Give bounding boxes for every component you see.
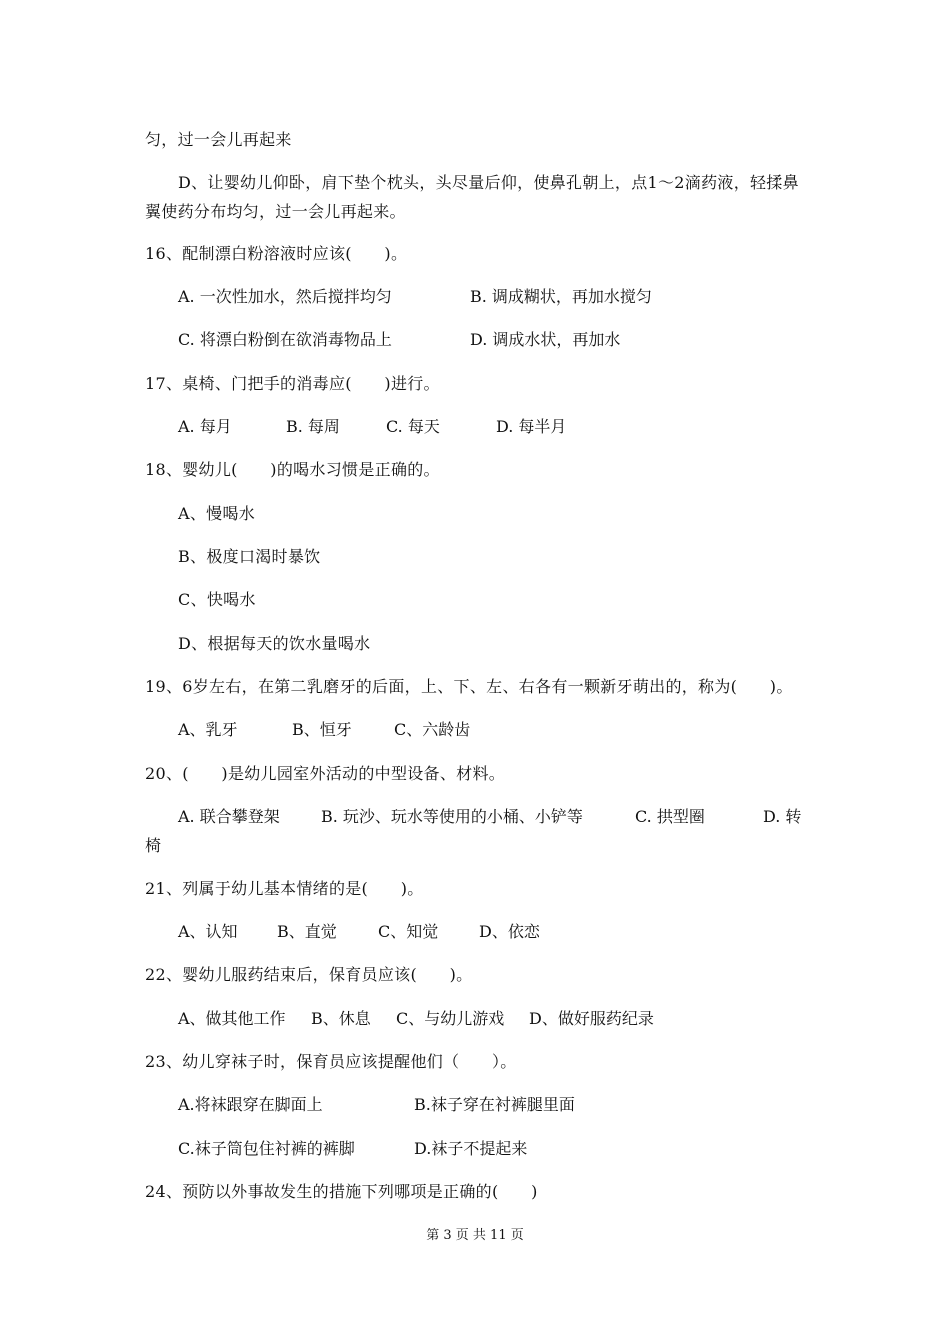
option-d-continuation: 椅 [145, 836, 162, 855]
question-21: 21、列属于幼儿基本情绪的是( )。 [145, 879, 424, 898]
option-c: C. 将漂白粉倒在欲消毒物品上 [178, 330, 392, 349]
option-a: A. 每月 [178, 417, 232, 436]
option-d: D、让婴幼儿仰卧，肩下垫个枕头，头尽量后仰，使鼻孔朝上，点1～2滴药液，轻揉鼻 [178, 173, 799, 192]
page-footer [0, 1227, 950, 1245]
option-d: D. 转 [763, 807, 802, 826]
option-b: B、极度口渴时暴饮 [178, 547, 321, 566]
option-a: A、做其他工作 [178, 1009, 286, 1028]
option-a: A.将袜跟穿在脚面上 [178, 1095, 323, 1114]
option-c: C、与幼儿游戏 [396, 1009, 505, 1028]
option-a: A. 联合攀登架 [178, 807, 280, 826]
option-d: D. 每半月 [496, 417, 567, 436]
option-b: B、恒牙 [292, 720, 352, 739]
option-c: C. 拱型圈 [635, 807, 705, 826]
question-16: 16、配制漂白粉溶液时应该( )。 [145, 244, 408, 263]
option-c: C、知觉 [378, 922, 439, 941]
option-d: D.袜子不提起来 [414, 1139, 528, 1158]
option-c: C. 每天 [386, 417, 440, 436]
option-b: B.袜子穿在衬裤腿里面 [414, 1095, 575, 1114]
option-b: B. 每周 [286, 417, 340, 436]
question-17: 17、桌椅、门把手的消毒应( )进行。 [145, 374, 440, 393]
question-20: 20、( )是幼儿园室外活动的中型设备、材料。 [145, 764, 506, 783]
question-23: 23、幼儿穿袜子时，保育员应该提醒他们（ ）。 [145, 1052, 517, 1071]
option-a: A、乳牙 [178, 720, 238, 739]
option-a: A. 一次性加水，然后搅拌均匀 [178, 287, 392, 306]
option-c: C.袜子筒包住衬裤的裤脚 [178, 1139, 355, 1158]
text-line: 匀，过一会儿再起来 [145, 130, 292, 149]
option-a: A、慢喝水 [178, 504, 256, 523]
option-c: C、快喝水 [178, 590, 256, 609]
option-d: D. 调成水状，再加水 [470, 330, 621, 349]
option-d: D、依恋 [479, 922, 540, 941]
question-24: 24、预防以外事故发生的措施下列哪项是正确的( ) [145, 1182, 538, 1201]
option-d: D、做好服药纪录 [529, 1009, 654, 1028]
option-d: D、根据每天的饮水量喝水 [178, 634, 371, 653]
question-22: 22、婴幼儿服药结束后，保育员应该( )。 [145, 965, 473, 984]
question-19: 19、6岁左右，在第二乳磨牙的后面，上、下、左、右各有一颗新牙萌出的，称为( )。 [145, 677, 793, 696]
text-line: 翼使药分布均匀，过一会儿再起来。 [145, 202, 406, 221]
option-a: A、认知 [178, 922, 238, 941]
option-b: B. 调成糊状，再加水搅匀 [470, 287, 652, 306]
option-b: B、休息 [311, 1009, 371, 1028]
option-c: C、六龄齿 [394, 720, 471, 739]
option-b: B. 玩沙、玩水等使用的小桶、小铲等 [321, 807, 583, 826]
question-18: 18、婴幼儿( )的喝水习惯是正确的。 [145, 460, 440, 479]
page-number: 第 3 页 共 11 页 [426, 1228, 524, 1243]
option-b: B、直觉 [277, 922, 337, 941]
